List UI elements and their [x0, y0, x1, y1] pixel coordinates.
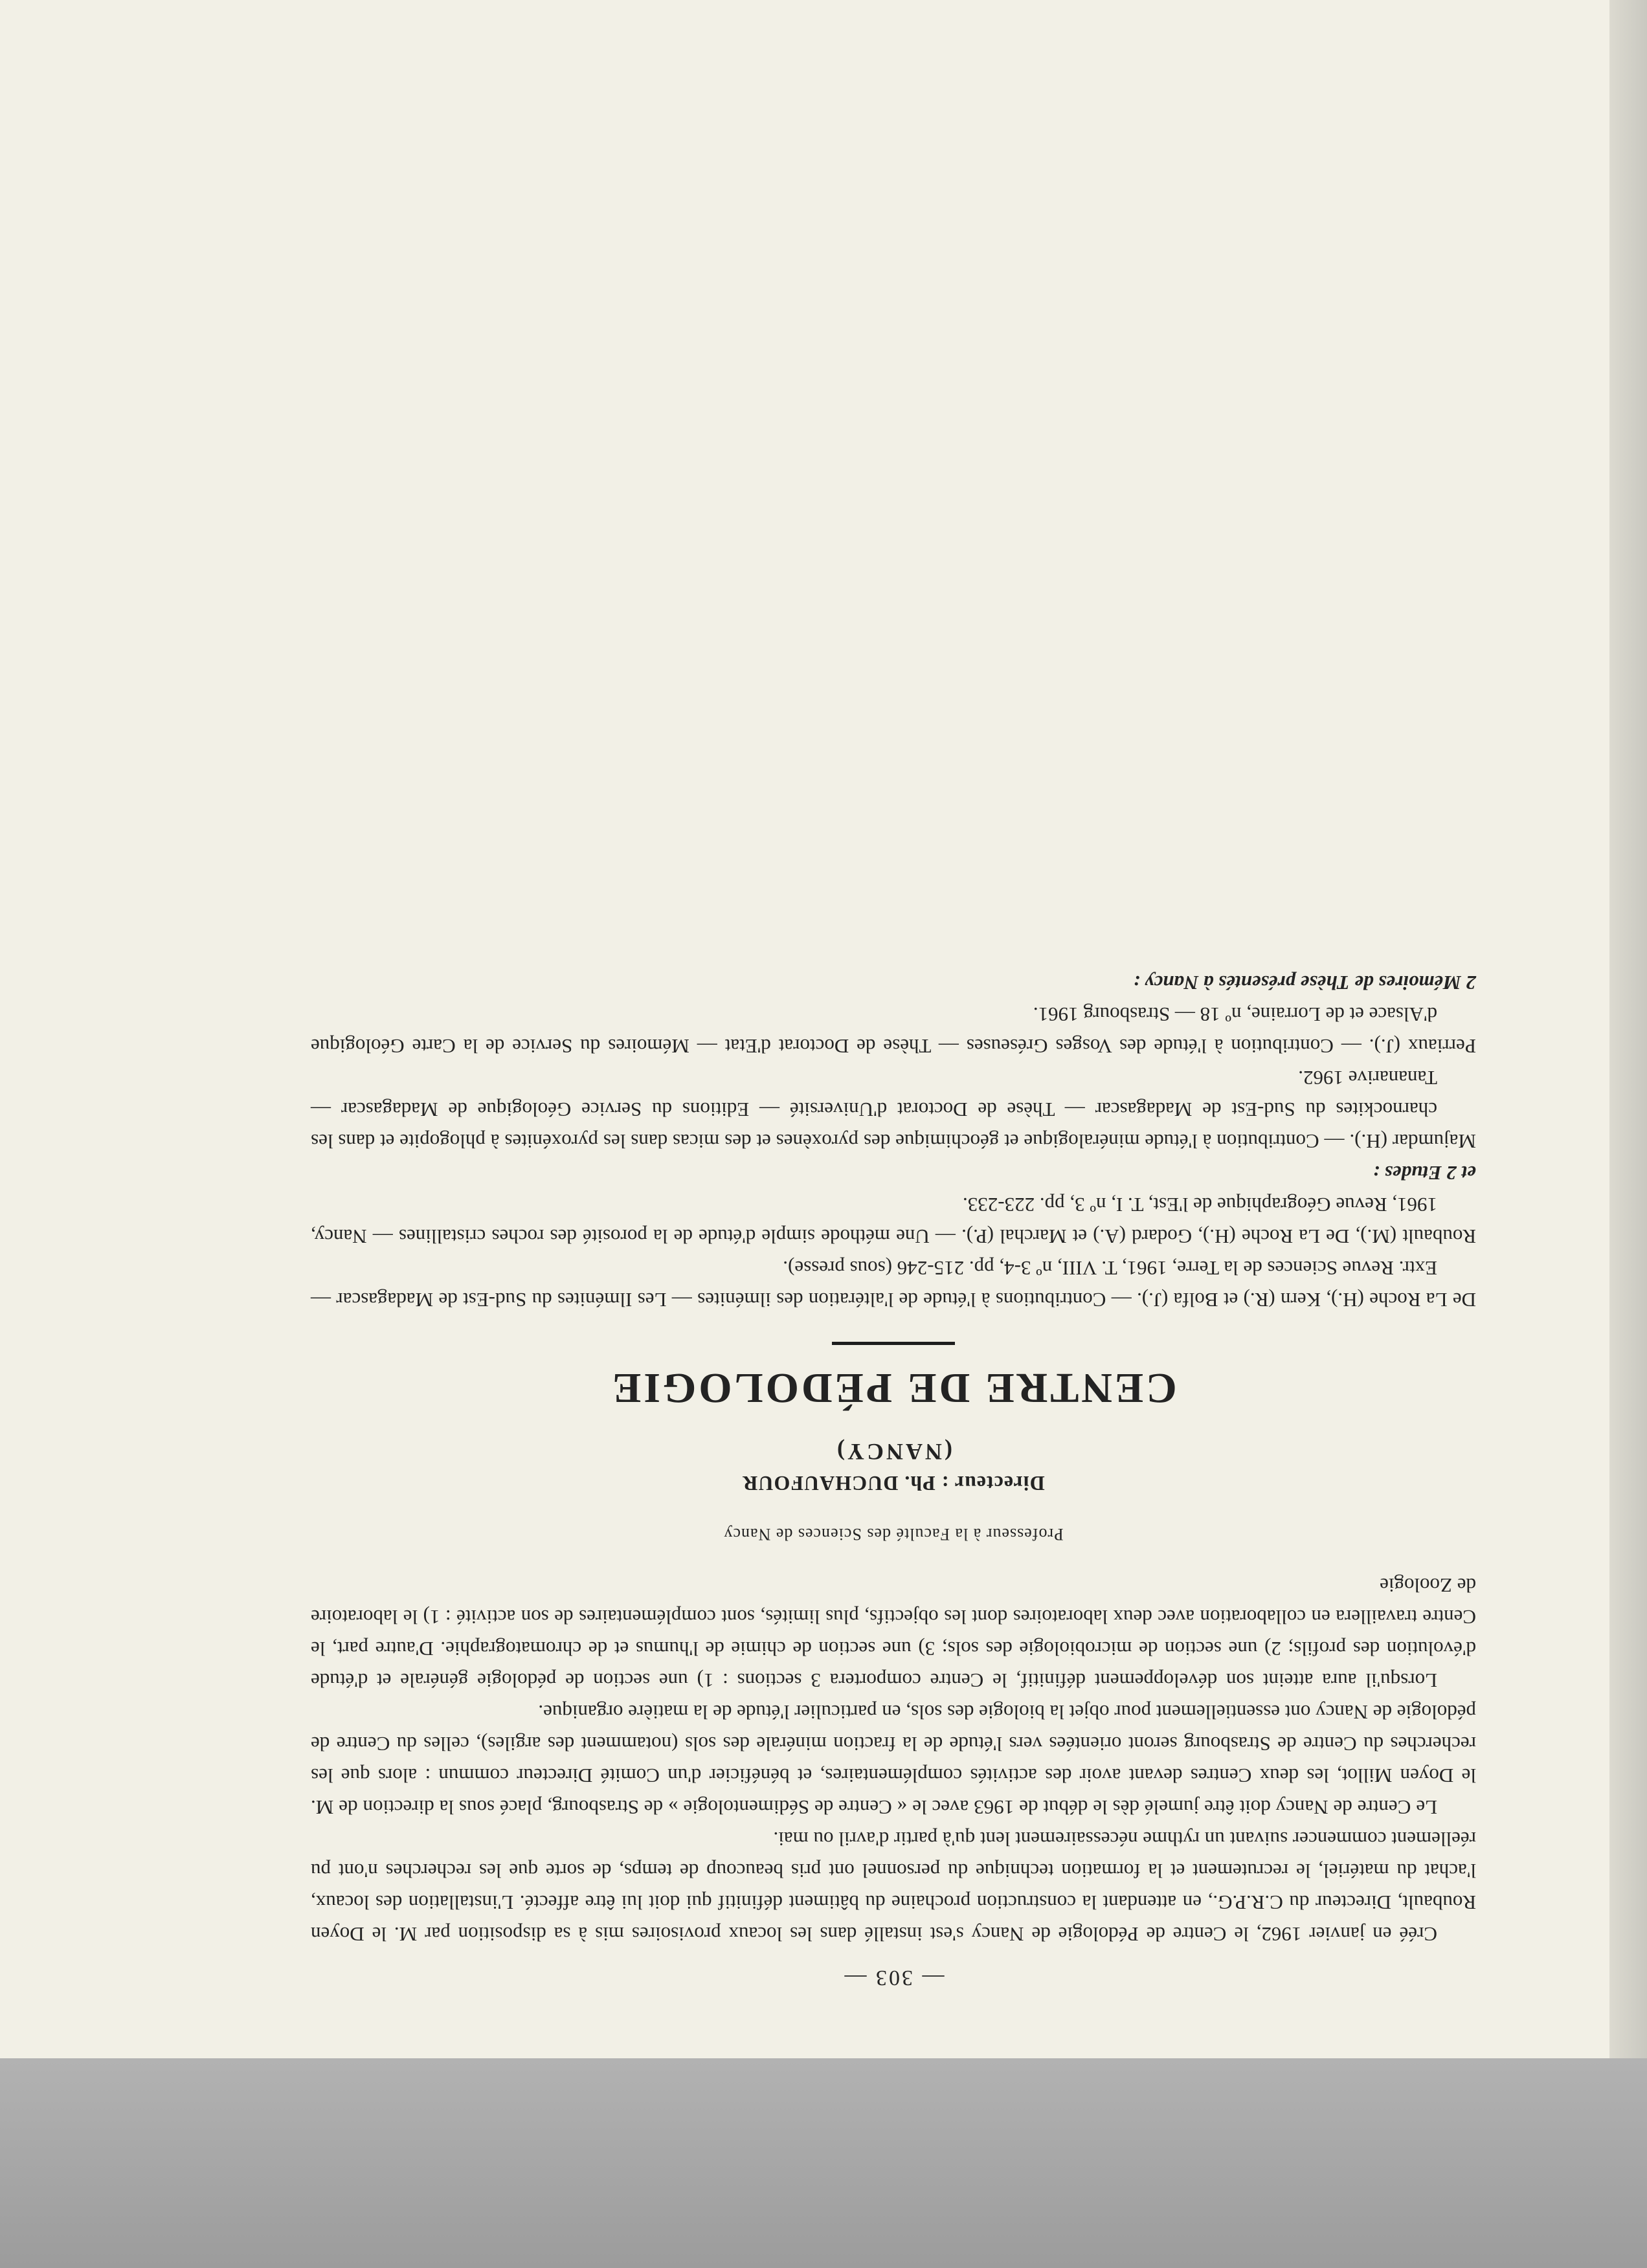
center-location: (NANCY)	[835, 1439, 952, 1465]
theses-heading: 2 Mémoires de Thèse présentés à Nancy :	[1133, 972, 1476, 994]
study-entry-1: Roubault (M.), De La Roche (H.), Godard (A.) et Marchal (P.). — Une méthode simple d'étude de la porosité des roches cristallines — Nancy, 1961, Revue Géographique de l'Est, T. I, nº 3, pp. 223-233.	[311, 1194, 1476, 1248]
article-paragraph-3: Lorsqu'il aura atteint son développement définitif, le Centre comportera 3 sections : 1) une section de pédologie générale et d'étude d'évolution des profils; 2) une section de microbiologie des sols; 3) une section de chimie de l'humus et de chromatographie. D'autre part, le Centre travaillera en collaboration avec deux laboratoires dont les objectifs, plus limités, sont complémentaires de son activité : 1) le laboratoire de Zoologie	[311, 1574, 1476, 1692]
center-title: CENTRE DE PÉDOLOGIE	[610, 1364, 1177, 1412]
director-line: Directeur : Ph. DUCHAUFOUR	[742, 1472, 1045, 1495]
article-paragraph-1: Créé en janvier 1962, le Centre de Pédologie de Nancy s'est installé dans les locaux provisoires mis à sa disposition par M. le Doyen Roubault, Directeur du C.R.P.G., en attendant la construction prochaine du bâtiment définitif qui doit lui être affecté. L'installation des locaux, l'achat du matériel, le recrutement et la formation technique du personnel ont pris beaucoup de temps, de sorte que les recherches n'ont pu réellement commencer suivant un rythme nécessairement lent qu'à partir d'avril ou mai.	[311, 1828, 1476, 1946]
page-edge-shadow	[1609, 0, 1647, 2058]
page-text-upside-down	[311, 246, 1476, 1994]
director-affiliation: Professeur à la Faculté des Sciences de Nancy	[723, 1525, 1064, 1544]
article-paragraph-2: Le Centre de Nancy doit être jumelé dès le début de 1963 avec le « Centre de Sédimentologie » de Strasbourg, placé sous la direction de M. le Doyen Millot, les deux Centres devant avoir des activités complémentaires, et bénéficier d'un Comité Directeur commun : alors que les recherches du Centre de Strasbourg seront orientées vers l'étude de la fraction minérale des sols (notamment des argiles), celles du Centre de pédologie de Nancy ont essentiellement pour objet la biologie des sols, en particulier l'étude de la matière organique.	[311, 1701, 1476, 1819]
study-entry-2: De La Roche (H.), Kern (R.) et Bolfa (J.). — Contributions à l'étude de l'altération des ilménites — Les Ilménites du Sud-Est de Madagascar — Extr. Revue Sciences de la Terre, 1961, T. VIII, nº 3-4, pp. 215-246 (sous presse).	[311, 1257, 1476, 1311]
section-divider	[832, 1342, 955, 1345]
page-number: — 303 —	[842, 1966, 945, 1990]
studies-heading: et 2 Etudes :	[1372, 1162, 1476, 1184]
section-heading	[311, 1362, 1476, 1550]
scanner-bed	[0, 2058, 1647, 2268]
thesis-entry-2: Majumdar (H.). — Contribution à l'étude minéralogique et géochimique des pyroxènes et des micas dans les pyroxénites à phlogopite et dans les charnockites du Sud-Est de Madagascar — Thèse de Doctorat d'Université — Editions du Service Géologique de Madagascar — Tananarive 1962.	[311, 1067, 1476, 1153]
thesis-entry-1: Perriaux (J.). — Contribution à l'étude des Vosges Gréseuses — Thèse de Doctorat d'Etat — Mémoires du Service de la Carte Géologique d'Alsace et de Lorraine, nº 18 — Strasbourg 1961.	[311, 1003, 1476, 1058]
